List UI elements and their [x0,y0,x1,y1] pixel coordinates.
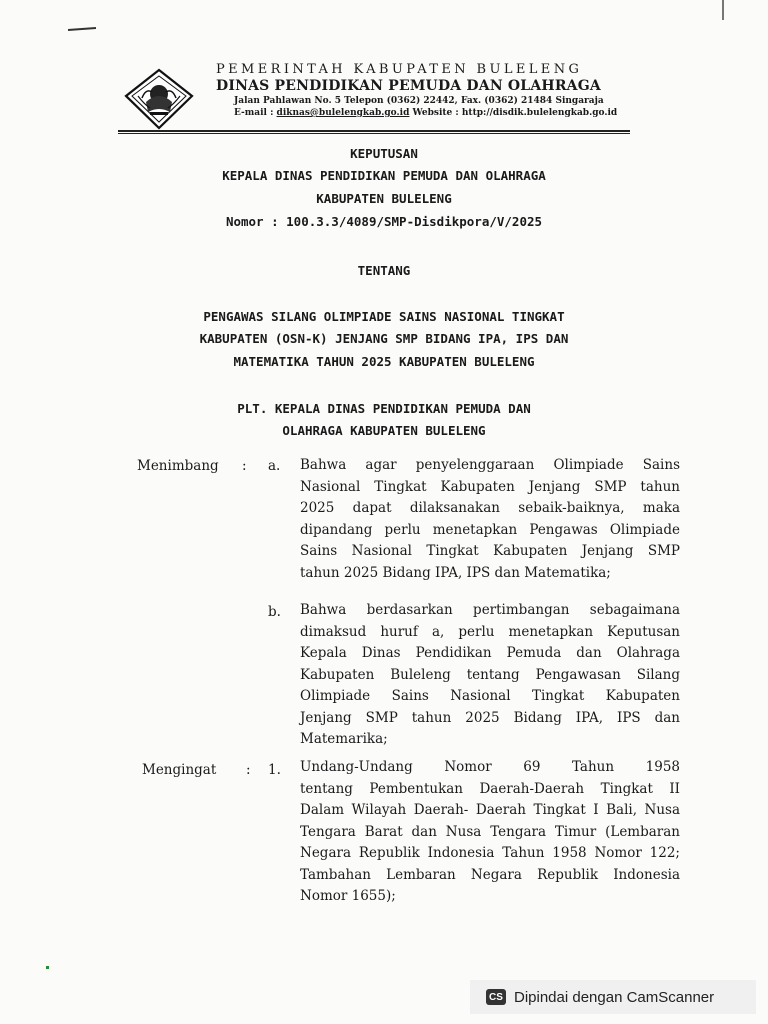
text-line: Matemarika; [300,731,388,747]
considering-label: Menimbang [137,458,219,474]
text-line: Tengara Barat dan Nusa Tengara Timur (Lembaran [300,823,680,840]
decree-subject-line-1: PENGAWAS SILANG OLIMPIADE SAINS NASIONAL TINGKAT [203,309,565,324]
decree-subject-line-3: MATEMATIKA TAHUN 2025 KABUPATEN BULELENG [233,354,535,369]
decree-issuer-line-1: KEPALA DINAS PENDIDIKAN PEMUDA DAN OLAHRAGA [222,168,546,183]
text-line: Kepala Dinas Pendidikan Pemuda dan Olahraga [300,645,680,661]
scan-edge-mark [722,0,724,20]
text-line: Tambahan Lembaran Negara Republik Indonesia [300,866,680,883]
letterhead-rule-thin [118,133,630,134]
buleleng-regency-emblem-icon [124,68,194,130]
website-text: Website : http://disdik.bulelengkab.go.id [409,108,618,118]
text-line: Undang-Undang Nomor 69 Tahun 1958 [300,759,680,775]
text-line: dipandang perlu menetapkan Pengawas Olimpiade [300,521,680,538]
text-line: Bahwa berdasarkan pertimbangan sebagaimana [300,602,680,618]
considering-item-b-text [300,600,680,751]
decree-about: TENTANG [357,263,411,278]
recalling-item-1-marker: 1. [268,762,281,778]
text-line: Negara Republik Indonesia Tahun 1958 Nomor 122; [300,845,680,861]
text-line: Bahwa agar penyelenggaraan Olimpiade Sains [300,457,680,473]
decree-title: KEPUTUSAN [350,146,418,161]
scan-artifact-mark [68,27,96,31]
text-line: tahun 2025 Bidang IPA, IPS dan Matematika; [300,564,611,581]
office-name: DINAS PENDIDIKAN PEMUDA DAN OLAHRAGA [216,78,601,94]
text-line: tentang Pembentukan Daerah-Daerah Tingkat II [300,780,680,797]
recalling-label: Mengingat [142,762,217,778]
recalling-colon: : [246,762,251,778]
decree-signer-line-2: OLAHRAGA KABUPATEN BULELENG [282,423,486,438]
decree-number: Nomor : 100.3.3/4089/SMP-Disdikpora/V/2025 [225,214,543,229]
email-link[interactable]: diknas@bulelengkab.go.id [276,108,410,118]
scanner-watermark [470,980,756,1014]
letterhead [120,62,640,132]
text-line: Sains Nasional Tingkat Kabupaten Jenjang SMP [300,543,680,559]
text-line: Olimpiade Sains Nasional Tingkat Kabupaten [300,688,680,704]
email-prefix: E-mail : [234,108,277,118]
text-line: dimaksud huruf a, perlu menetapkan Keputusan [300,623,680,640]
letterhead-text [216,62,636,118]
scanner-text: Dipindai dengan CamScanner [514,988,715,1006]
contact-line [216,108,636,118]
considering-item-b-marker: b. [268,604,281,620]
considering-item-a-text [300,455,680,584]
text-line: Nasional Tingkat Kabupaten Jenjang SMP tahun [300,478,680,495]
government-name: PEMERINTAH KABUPATEN BULELENG [216,62,583,77]
camscanner-icon: CS [486,989,506,1005]
text-line: Dalam Wilayah Daerah- Daerah Tingkat I Bali, Nusa [300,802,680,818]
text-line: 2025 dapat dilaksanakan sebaik-baiknya, maka [300,500,680,516]
decree-issuer-line-2: KABUPATEN BULELENG [316,191,452,206]
text-line: Jenjang SMP tahun 2025 Bidang IPA, IPS dan [300,709,680,726]
recalling-item-1-text [300,757,680,908]
office-address: Jalan Pahlawan No. 5 Telepon (0362) 22442, Fax. (0362) 21484 Singaraja [234,96,604,106]
text-line: Nomor 1655); [300,888,396,904]
scan-artifact-dot [46,966,49,969]
decree-signer-line-1: PLT. KEPALA DINAS PENDIDIKAN PEMUDA DAN [237,401,531,416]
letterhead-rule-thick [118,130,630,132]
considering-colon: : [242,458,247,474]
decree-subject-line-2: KABUPATEN (OSN-K) JENJANG SMP BIDANG IPA, IPS DAN [199,331,569,346]
considering-item-a-marker: a. [268,458,281,474]
text-line: Kabupaten Buleleng tentang Pengawasan Silang [300,666,680,683]
